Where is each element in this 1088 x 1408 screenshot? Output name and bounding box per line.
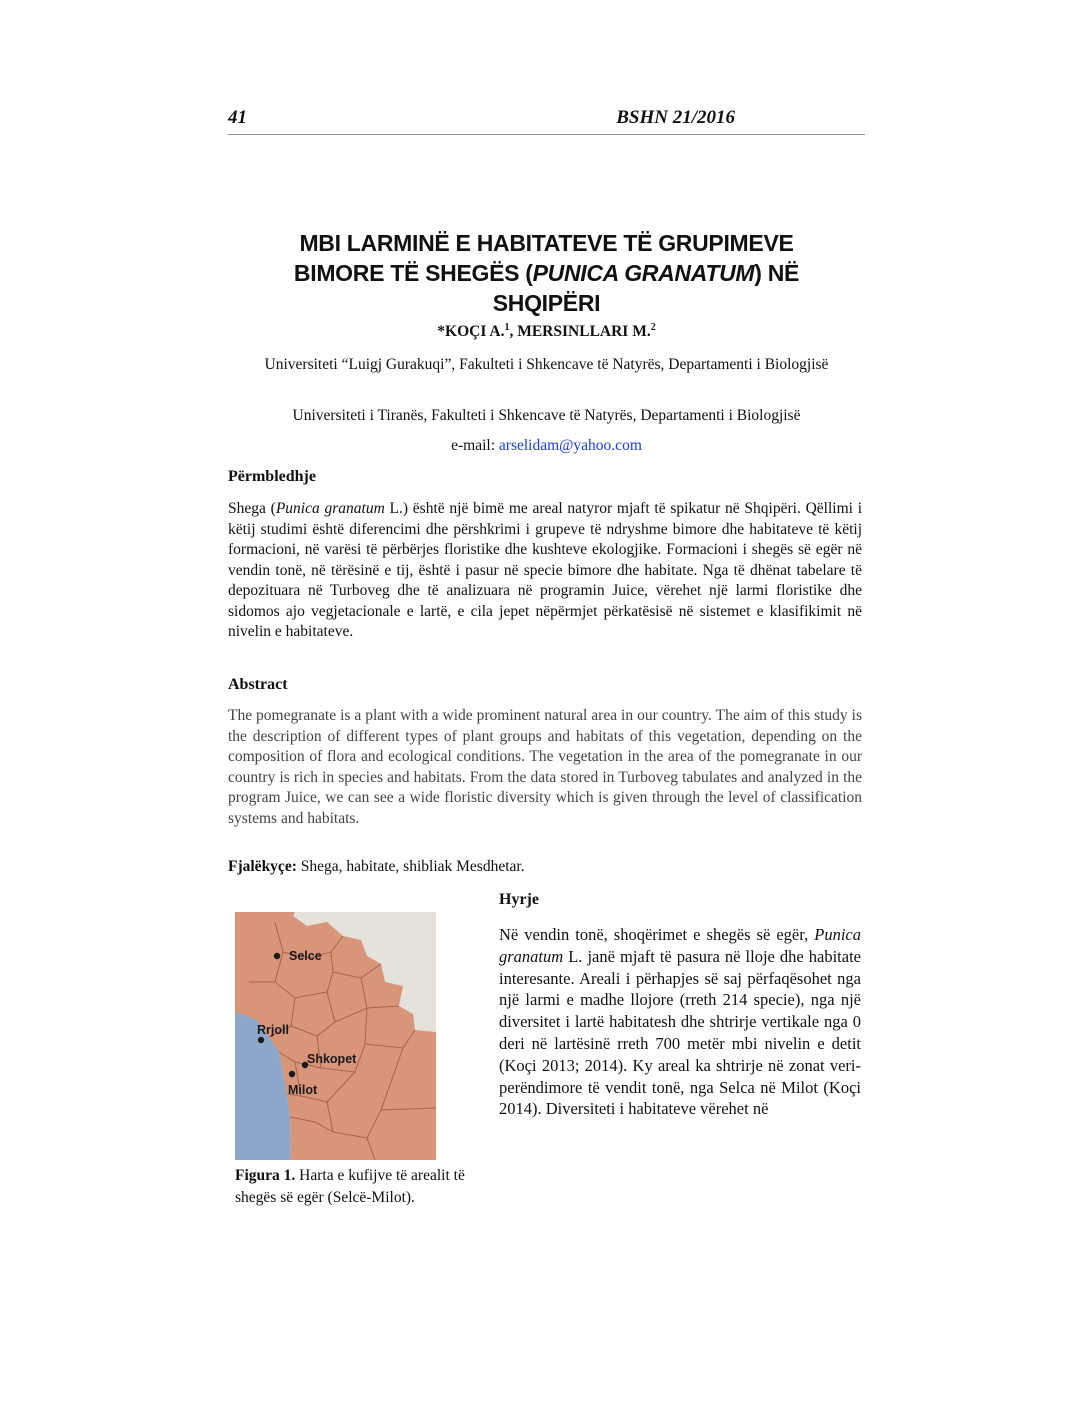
caption-label: Figura 1. [235, 1167, 296, 1184]
abstract-text: The pomegranate is a plant with a wide prominent natural area in our country. The aim of this study is the description of different types of plant groups and habitats of this vegetation, depending on the composition of flora and ecological conditions. The vegetation in the area of the pomegranate in our country is rich in species and habitats. From the data stored in Turboveg tabulates and analyzed in the program Juice, we can see a wide floristic diversity which is given through the level of classification systems and habitats. [228, 707, 862, 827]
author-1: *KOÇI A. [437, 323, 505, 341]
email-line [228, 437, 865, 455]
abstract-heading: Abstract [228, 676, 288, 693]
page-number: 41 [228, 107, 247, 128]
keywords-text: Shega, habitate, shibliak Mesdhetar. [296, 858, 525, 875]
summary-text [228, 499, 862, 643]
summary-text-body: L.) është një bimë me areal natyror mjaft të spikatur në Shqipëri. Qëllimi i këtij studimi është diferencimi dhe përshkrimi i grupeve të ndryshme bimore dhe habitateve të këtij formacioni, në varësi të përbërjes floristike dhe kushteve ekologjike. Formacioni i shegës së egër në vendin tonë, në tërësinë e tij, është i pasur në specie bimore dhe habitate. Nga të dhënat tabelare të depozituara në Turboveg dhe të analizuara në programin Juice, vërehet një larmi floristike dhe sidomos ajo vegjetacionale e lartë, e cila jepet nëpërmjet përkatësisë në sistemet e klasifikimit në nivelin e habitateve. [228, 500, 863, 640]
map-label-selce: Selce [289, 949, 322, 963]
email-label: e-mail: [451, 437, 499, 454]
caption-text: Harta e kufijve të arealit të shegës së egër (Selcë-Milot). [235, 1167, 465, 1206]
email-link[interactable]: arselidam@yahoo.com [498, 437, 642, 454]
author-1-affil: 1 [504, 322, 510, 333]
summary-heading: Përmbledhje [228, 468, 316, 485]
title-species: PUNICA GRANATUM [532, 260, 755, 286]
intro-text [499, 924, 861, 1120]
map-label-shkopet: Shkopet [307, 1052, 357, 1066]
affiliation-2: Universiteti i Tiranës, Fakulteti i Shkencave të Natyrës, Departamenti i Biologjisë [292, 407, 801, 424]
map-label-milot: Milot [288, 1083, 318, 1097]
article-title [228, 228, 865, 318]
keywords-label: Fjalëkyçe: [228, 858, 297, 875]
summary-text-start: Shega ( [228, 500, 276, 517]
intro-text-start: Në vendin tonë, shoqërimet e shegës së egër, [499, 925, 815, 944]
map-label-rrjoll: Rrjoll [257, 1023, 289, 1037]
affiliation-1: Universiteti “Luigj Gurakuqi”, Fakulteti i Shkencave të Natyrës, Departamenti i Biologjisë [264, 356, 829, 373]
header-rule [228, 134, 865, 135]
title-line-2-end: ) NË [754, 260, 800, 286]
title-line-2-start: BIMORE TË SHEGËS ( [293, 260, 533, 286]
title-line-1: MBI LARMINË E HABITATEVE TË GRUPIMEVE [299, 230, 794, 256]
figure-caption [235, 1165, 465, 1209]
author-2: , MERSINLLARI M. [509, 323, 651, 341]
title-line-3: SHQIPËRI [492, 290, 601, 316]
intro-species: Punica granatum [499, 925, 861, 966]
intro-heading: Hyrje [499, 891, 539, 908]
summary-species: Punica granatum [275, 500, 385, 517]
author-2-affil: 2 [650, 322, 656, 333]
journal-reference: BSHN 21/2016 [616, 107, 735, 128]
intro-text-body: L. janë mjaft të pasura në lloje dhe habitate interesante. Areali i përhapjes së saj përfaqësohet nga një larmi e madhe llojore (rreth 214 specie), nga një diversitet i lartë habitatesh dhe shtrirje vertikale nga 0 deri në lartësinë rreth 700 metër mbi nivelin e detit (Koçi 2013; 2014). Ky areal ka shtrirje në zonat veri-perëndimore të vendit tonë, nga Selca në Milot (Koçi 2014). Diversiteti i habitateve vërehet në [499, 946, 861, 1119]
keywords [228, 858, 525, 876]
authors [228, 322, 865, 341]
title-line-2 [228, 258, 865, 288]
distribution-map [235, 912, 436, 1160]
